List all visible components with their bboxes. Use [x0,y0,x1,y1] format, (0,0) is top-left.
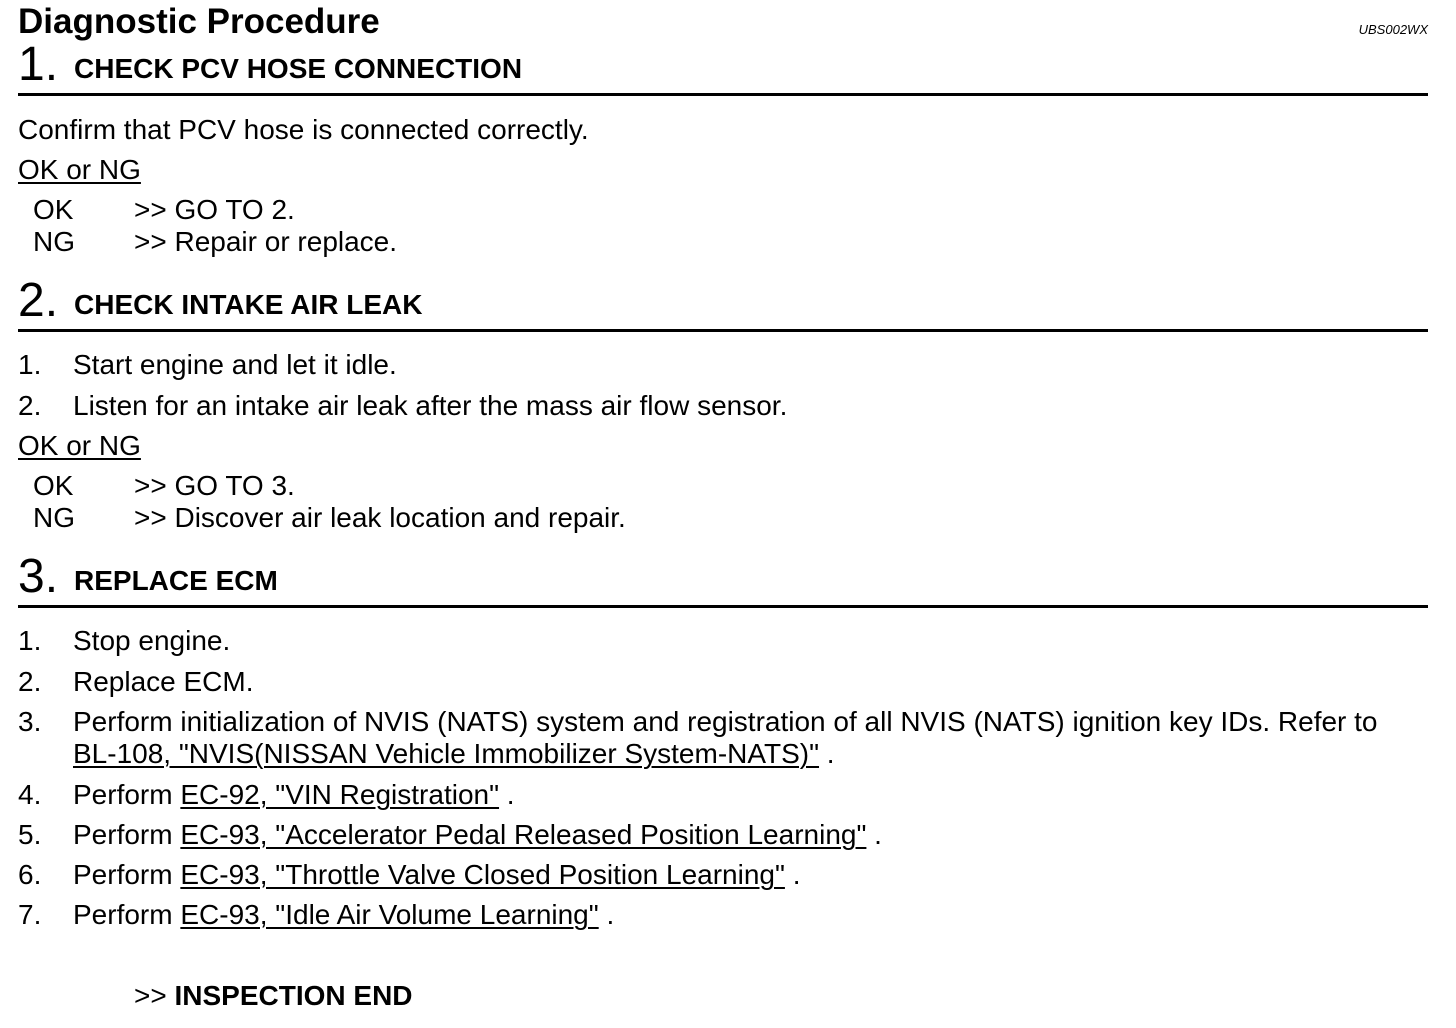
step-3-item-3-number: 3. [18,706,42,737]
step-3-item-4-text [73,779,515,811]
step-2-ok-label: OK [33,470,74,501]
step-1-ok-action: >> GO TO 2. [134,194,295,225]
step-3-item-7-prefix: Perform [73,899,181,930]
link-ec-93-idle-air-volume[interactable]: EC-93, "Idle Air Volume Learning" [180,899,599,930]
step-3-item-6-text [73,859,800,891]
link-ec-92-vin-registration[interactable]: EC-92, "VIN Registration" [180,779,500,810]
step-3-number: 3. [18,550,59,603]
page-title: Diagnostic Procedure [18,2,380,41]
step-2-number: 2. [18,274,59,327]
step-3-header [18,552,1428,608]
step-3-title: REPLACE ECM [74,565,278,596]
step-2-ok-action: >> GO TO 3. [134,470,295,501]
step-3-item-5-number: 5. [18,819,42,850]
step-3-item-5-text [73,819,882,851]
step-3-item-6-suffix: . [784,859,801,890]
step-3-item-6-number: 6. [18,859,42,890]
step-3-item-4-suffix: . [499,779,515,810]
step-3-item-7-number: 7. [18,899,42,930]
step-3-item-7-text [73,899,614,931]
step-1-header [18,40,1428,96]
step-1-ng-label: NG [33,226,75,257]
step-3-item-5-prefix: Perform [73,819,181,850]
step-3-item-3-suffix: . [819,738,835,769]
step-2-item-1-text: Start engine and let it idle. [73,349,397,380]
step-1-title: CHECK PCV HOSE CONNECTION [74,53,523,84]
step-3-item-2-text: Replace ECM. [73,666,254,697]
step-3-item-4-prefix: Perform [73,779,181,810]
step-3-item-2-number: 2. [18,666,42,697]
link-ec-93-accelerator-pedal[interactable]: EC-93, "Accelerator Pedal Released Position Learning" [180,819,867,850]
step-1-result-heading: OK or NG [18,154,141,185]
step-3-item-5-suffix: . [866,819,882,850]
step-3-item-3-continuation [73,738,835,770]
step-3-item-1-number: 1. [18,625,42,656]
step-2-ng-action: >> Discover air leak location and repair. [134,502,626,533]
step-1-ok-label: OK [33,194,74,225]
step-3-item-3-text: Perform initialization of NVIS (NATS) system and registration of all NVIS (NATS) ignition key IDs. Refer to [73,706,1378,737]
step-3-item-7-suffix: . [598,899,615,930]
step-1-number: 1. [18,38,59,91]
link-ec-93-throttle-valve[interactable]: EC-93, "Throttle Valve Closed Position Learning" [180,859,785,890]
step-3-item-6-prefix: Perform [73,859,181,890]
document-code: UBS002WX [1358,22,1428,37]
step-2-item-2-number: 2. [18,390,42,421]
document-page [18,0,1428,1028]
step-1-ng-action: >> Repair or replace. [134,226,398,257]
step-2-result-heading: OK or NG [18,430,141,461]
step-3-item-1-text: Stop engine. [73,625,231,656]
step-2-ng-label: NG [33,502,75,533]
step-2-title: CHECK INTAKE AIR LEAK [74,289,423,320]
step-1-instruction: Confirm that PCV hose is connected correctly. [18,114,589,145]
inspection-end-text: INSPECTION END [174,980,413,1011]
inspection-end-prefix: >> [134,980,175,1011]
step-2-header [18,276,1428,332]
step-2-item-1-number: 1. [18,349,42,380]
link-bl-108-nvis[interactable]: BL-108, "NVIS(NISSAN Vehicle Immobilizer System-NATS)" [73,738,820,769]
step-2-item-2-text: Listen for an intake air leak after the mass air flow sensor. [73,390,788,421]
step-3-item-4-number: 4. [18,779,42,810]
inspection-end [134,980,413,1012]
